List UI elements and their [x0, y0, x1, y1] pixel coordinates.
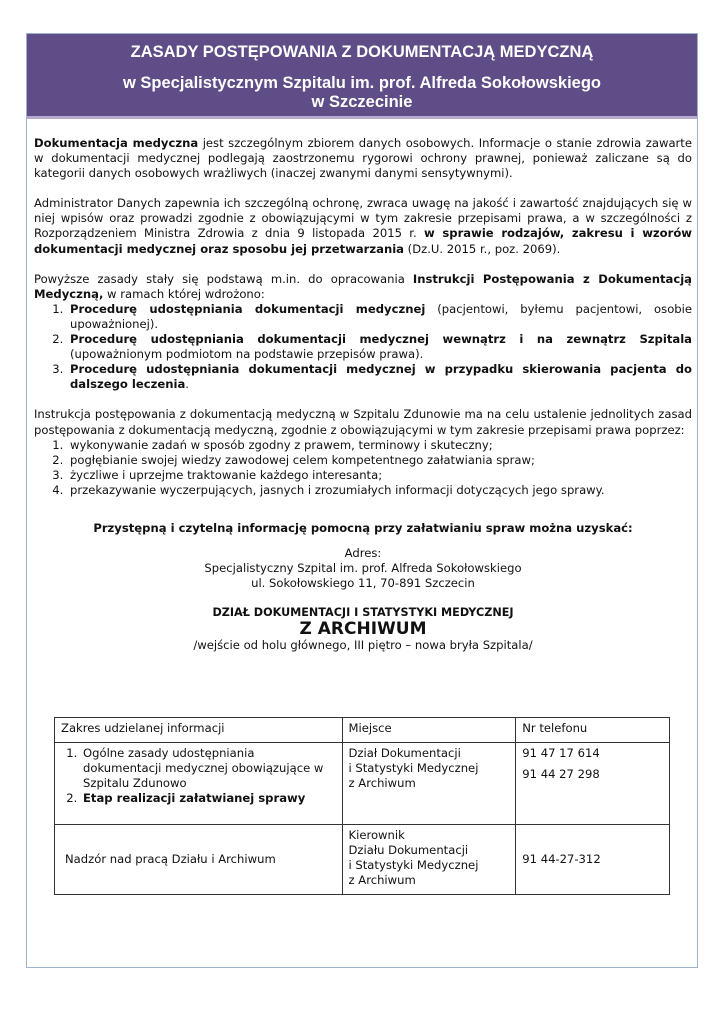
header-phone: Nr telefonu	[516, 718, 670, 743]
document-title: ZASADY POSTĘPOWANIA Z DOKUMENTACJĄ MEDYCZNĄ	[130, 43, 594, 61]
paragraph-2	[34, 196, 692, 256]
header-place: Miejsce	[342, 718, 516, 743]
department-name: DZIAŁ DOKUMENTACJI I STATYSTYKI MEDYCZNEJ	[212, 606, 514, 620]
place-cell	[342, 743, 516, 825]
procedure-note: .	[185, 377, 189, 392]
address-block	[34, 546, 692, 591]
phone-number: 91 44 27 298	[522, 767, 600, 781]
procedure-item	[67, 362, 692, 392]
phone-number: 91 44-27-312	[522, 852, 601, 866]
phone-cell	[516, 825, 670, 895]
procedure-title: Procedurę udostępniania dokumentacji medycznej wewnątrz i na zewnątrz Szpitala	[70, 332, 692, 347]
contact-table	[54, 717, 670, 895]
paragraph-2-bold: w sprawie rodzajów, zakresu i wzorów dokumentacji medycznej oraz sposobu jej przetwarzania	[34, 226, 693, 256]
paragraph-2-tail: (Dz.U. 2015 r., poz. 2069).	[404, 241, 561, 256]
table-header-row	[55, 718, 670, 743]
document-subtitle	[27, 74, 697, 112]
procedure-title: Procedurę udostępniania dokumentacji medycznej	[70, 301, 426, 316]
subtitle-line-2: w Szczecinie	[311, 93, 413, 111]
table-row	[55, 743, 670, 825]
place-line: Dział Dokumentacji	[348, 746, 461, 760]
procedure-note: (pacjentowi, byłemu pacjentowi, osobie upoważnionej).	[70, 301, 692, 331]
procedures-list	[34, 302, 692, 393]
place-cell	[342, 825, 516, 895]
place-line: z Archiwum	[348, 873, 416, 887]
document-body	[34, 136, 692, 653]
address-line-1: Specjalistyczny Szpital im. prof. Alfreda Sokołowskiego	[204, 561, 522, 576]
goal-item: 3. życzliwe i uprzejme traktowanie każdego interesanta;	[67, 468, 692, 483]
place-line: i Statystyki Medycznej	[348, 761, 479, 775]
phone-cell	[516, 743, 670, 825]
phone-number: 91 47 17 614	[522, 746, 600, 760]
scope-cell	[55, 825, 343, 895]
procedure-title: Procedurę udostępniania dokumentacji medycznej w przypadku skierowania pacjenta do dalszego leczenia	[70, 362, 692, 392]
address-line-2: ul. Sokołowskiego 11, 70-891 Szczecin	[251, 576, 475, 591]
paragraph-1-bold: Dokumentacja medyczna	[34, 136, 199, 150]
goals-list	[34, 438, 692, 498]
header-band	[27, 34, 697, 119]
scope-list	[61, 746, 336, 806]
header-scope: Zakres udzielanej informacji	[55, 718, 343, 743]
entrance-note: /wejście od holu głównego, III piętro – nowa bryła Szpitala/	[193, 638, 533, 653]
place-line: Działu Dokumentacji	[348, 843, 469, 857]
goal-item: 1. wykonywanie zadań w sposób zgodny z prawem, terminowy i skuteczny;	[67, 438, 692, 453]
paragraph-3-tail: w ramach której wdrożono:	[103, 286, 265, 301]
archive-title: Z ARCHIWUM	[299, 619, 427, 640]
paragraph-4: Instrukcja postępowania z dokumentacją medyczną w Szpitalu Zdunowie ma na celu ustalenie jednolitych zasad postępowania z dokumentacją medyczną, zgodnie z obowiązującymi w tym zakresie przepisami prawa poprzez:	[34, 407, 692, 437]
scope-item: 1. Ogólne zasady udostępniania dokumentacji medycznej obowiązujące w Szpitalu Zdunowo	[81, 746, 336, 791]
table-row	[55, 825, 670, 895]
paragraph-2-text: Administrator Danych zapewnia ich szczególną ochronę, zwraca uwagę na jakość i zawartość znajdujących się w niej wpisów oraz prowadzi zgodnie z obowiązującymi w tym zakresie przepisami prawa, a w szczególności z Rozporządzeniem Ministra Zdrowia z dnia 9 listopada 2015 r.	[34, 196, 692, 241]
paragraph-3-bold: Instrukcji Postępowania z Dokumentacją Medyczną,	[34, 271, 692, 301]
place-line: i Statystyki Medycznej	[348, 858, 479, 872]
place-line: z Archiwum	[348, 776, 416, 790]
procedure-item	[67, 302, 692, 332]
paragraph-1-text: jest szczególnym zbiorem danych osobowych. Informacje o stanie zdrowia zawarte w dokumentacji medycznej podlegają zaostrzonemu rygorowi ochrony prawnej, ponieważ zaliczane są do kategorii danych osobowych wrażliwych (inaczej zwanymi danymi sensytywnymi).	[34, 136, 692, 181]
paragraph-3	[34, 272, 692, 302]
paragraph-1	[34, 136, 692, 181]
procedure-item	[67, 332, 692, 362]
scope-cell	[55, 743, 343, 825]
place-line: Kierownik	[348, 828, 405, 842]
info-heading: Przystępną i czytelną informację pomocną przy załatwianiu spraw można uzyskać:	[93, 520, 633, 535]
scope-text: Nadzór nad pracą Działu i Archiwum	[65, 852, 276, 866]
paragraph-3-text: Powyższe zasady stały się podstawą m.in. do opracowania	[34, 271, 413, 286]
subtitle-line-1: w Specjalistycznym Szpitalu im. prof. Alfreda Sokołowskiego	[122, 74, 601, 92]
scope-item	[81, 791, 336, 806]
scope-item-bold: Etap realizacji załatwianej sprawy	[83, 791, 306, 805]
procedure-note: (upoważnionym podmiotom na podstawie przepisów prawa).	[70, 347, 424, 362]
goal-item: 2. pogłębianie swojej wiedzy zawodowej celem kompetentnego załatwiania spraw;	[67, 453, 692, 468]
address-label: Adres:	[344, 546, 382, 561]
goal-item: 4. przekazywanie wyczerpujących, jasnych i zrozumiałych informacji dotyczących jego sprawy.	[67, 483, 692, 498]
